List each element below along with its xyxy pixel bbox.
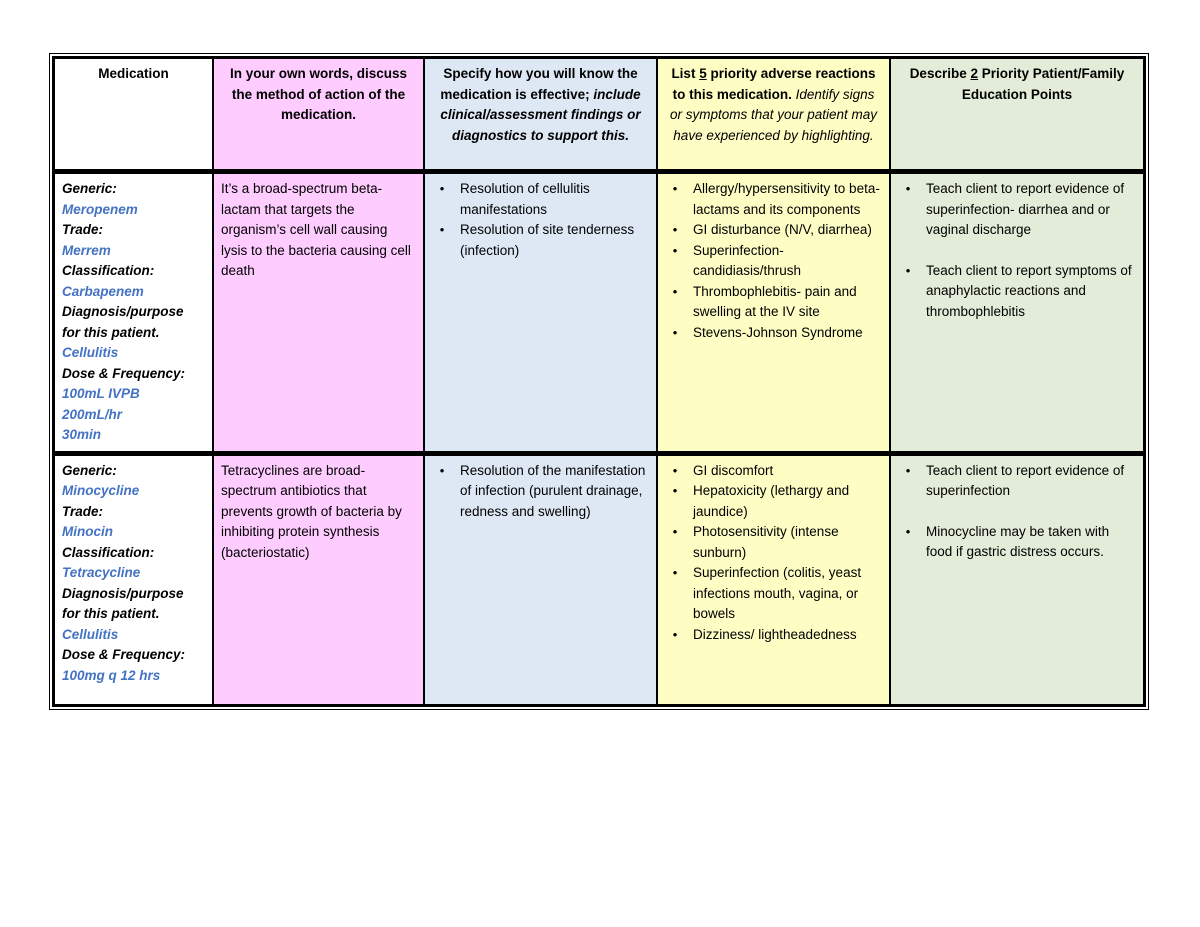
- list-item: • Stevens-Johnson Syndrome: [693, 323, 882, 344]
- adverse-cell: [657, 453, 890, 705]
- generic-label: Generic:: [62, 462, 117, 478]
- header-education: [890, 58, 1144, 172]
- list-item: • Dizziness/ lightheadedness: [693, 625, 882, 646]
- dose-value: 200mL/hr: [62, 406, 123, 422]
- dose-value: 30min: [62, 427, 102, 442]
- med-grid: [53, 57, 1145, 706]
- list-item: • Teach client to report evidence of superinfection- diarrhea and or vaginal discharge: [926, 179, 1136, 241]
- education-cell: [890, 172, 1144, 454]
- header-effective-hint: include clinical/assessment findings or diagnostics to support this.: [440, 86, 641, 143]
- header-edu-pre: Describe: [909, 66, 971, 81]
- list-item: • Thrombophlebitis- pain and swelling at the IV site: [693, 282, 882, 323]
- classification-label: Classification:: [62, 544, 155, 560]
- effective-list: [432, 179, 649, 261]
- table-row: [54, 172, 1144, 454]
- drug-info-cell: [54, 453, 213, 705]
- list-item: • Superinfection (colitis, yeast infections mouth, vagina, or bowels: [693, 563, 882, 625]
- generic-value: Meropenem: [62, 201, 138, 217]
- classification-label: Classification:: [62, 263, 155, 278]
- trade-label: Trade:: [62, 503, 104, 519]
- education-list: [898, 179, 1136, 322]
- dose-label: Dose & Frequency:: [62, 647, 186, 662]
- list-item: • Hepatoxicity (lethargy and jaundice): [693, 481, 882, 522]
- header-adverse-pre: List: [671, 66, 700, 81]
- drug-info-cell: [54, 172, 213, 454]
- header-adverse-post: priority adverse reactions to this medication.: [672, 66, 876, 102]
- trade-label: Trade:: [62, 222, 104, 237]
- diagnosis-label: Diagnosis/purpose: [62, 585, 184, 601]
- list-item: • Resolution of site tenderness (infection): [460, 220, 649, 261]
- table-row: [54, 453, 1144, 705]
- header-adverse-num: 5: [699, 66, 707, 81]
- method-text: It’s a broad-spectrum beta-lactam that targets the organism’s cell wall causing lysis to the bacteria causing cell death: [221, 181, 411, 278]
- header-method-text: In your own words, discuss the method of action of the medication.: [229, 66, 408, 122]
- method-text: Tetracyclines are broad-spectrum antibiotics that prevents growth of bacteria by inhibiting protein synthesis (bacteriostatic): [221, 462, 402, 560]
- trade-value: Minocin: [62, 524, 113, 539]
- list-item: • GI discomfort: [693, 461, 882, 482]
- list-item: • Resolution of cellulitis manifestations: [460, 179, 649, 220]
- diagnosis-value: Cellulitis: [62, 626, 119, 642]
- adverse-list: [665, 179, 882, 343]
- method-cell: [213, 453, 424, 705]
- list-item: • Teach client to report evidence of superinfection: [926, 461, 1136, 502]
- diagnosis-label: Diagnosis/purpose: [62, 304, 184, 319]
- header-method: [213, 58, 424, 172]
- adverse-list: [665, 461, 882, 646]
- education-list: [898, 461, 1136, 563]
- effective-list: [432, 461, 649, 523]
- header-medication-text: Medication: [98, 66, 169, 81]
- header-edu-num: 2: [970, 66, 978, 81]
- dose-value: 100mL IVPB: [62, 386, 140, 401]
- medication-table: [49, 53, 1149, 710]
- education-cell: [890, 453, 1144, 705]
- header-adverse-hint: Identify signs or symptoms that your patient may have experienced by highlighting.: [669, 86, 878, 143]
- list-item: • Allergy/hypersensitivity to beta-lactams and its components: [693, 179, 882, 220]
- diagnosis-label-2: for this patient.: [62, 324, 160, 340]
- diagnosis-value: Cellulitis: [62, 345, 119, 360]
- generic-value: Minocycline: [62, 483, 140, 498]
- method-cell: [213, 172, 424, 454]
- dose-label: Dose & Frequency:: [62, 365, 186, 381]
- generic-label: Generic:: [62, 181, 117, 196]
- classification-value: Carbapenem: [62, 283, 144, 299]
- effective-cell: [424, 453, 657, 705]
- effective-cell: [424, 172, 657, 454]
- dose-value: 100mg q 12 hrs: [62, 667, 161, 683]
- list-item: • Teach client to report symptoms of anaphylactic reactions and thrombophlebitis: [926, 261, 1136, 323]
- list-item: • Superinfection-candidiasis/thrush: [693, 241, 882, 282]
- trade-value: Merrem: [62, 242, 111, 258]
- adverse-cell: [657, 172, 890, 454]
- header-row: [54, 58, 1144, 172]
- list-item: • Resolution of the manifestation of infection (purulent drainage, redness and swelling): [460, 461, 649, 523]
- header-effective: [424, 58, 657, 172]
- classification-value: Tetracycline: [62, 565, 141, 580]
- header-edu-post: Priority Patient/Family Education Points: [961, 66, 1125, 102]
- list-item: • Minocycline may be taken with food if gastric distress occurs.: [926, 522, 1136, 563]
- header-effective-text: Specify how you will know the medication is effective;: [440, 66, 638, 102]
- header-adverse: [657, 58, 890, 172]
- list-item: • GI disturbance (N/V, diarrhea): [693, 220, 882, 241]
- header-medication: [54, 58, 213, 172]
- diagnosis-label-2: for this patient.: [62, 606, 160, 621]
- list-item: • Photosensitivity (intense sunburn): [693, 522, 882, 563]
